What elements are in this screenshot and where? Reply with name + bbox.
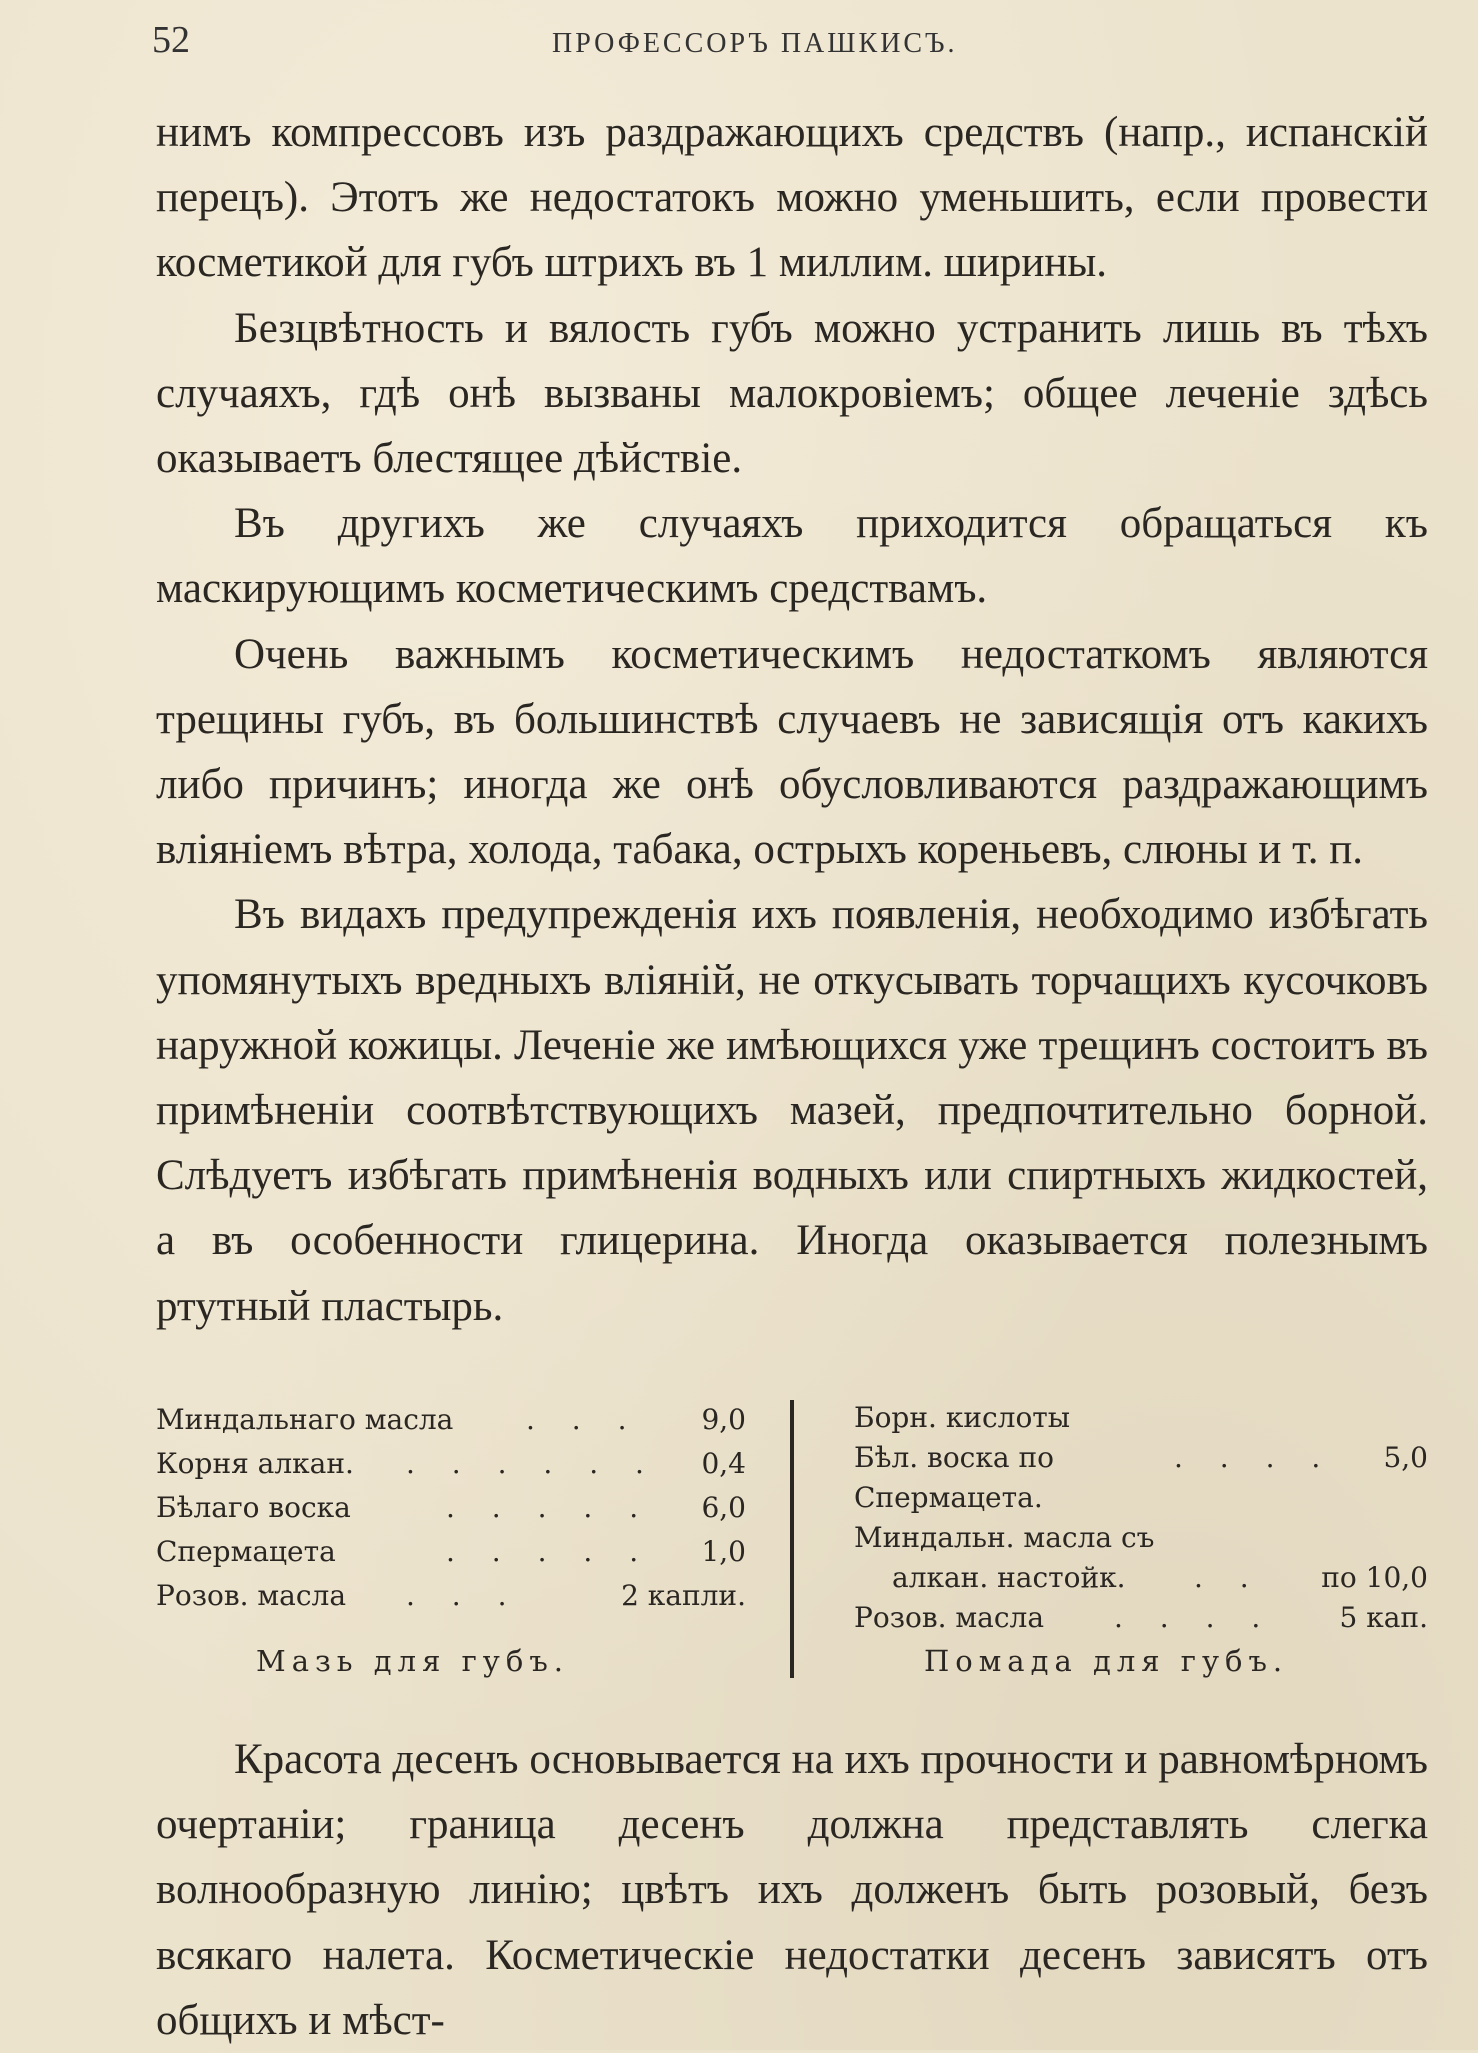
ingredient-name: Розов. масла <box>156 1579 347 1612</box>
paragraph-continuation: нимъ компрессовъ изъ раздражающихъ средствъ (напр., испанскій перецъ). Этотъ же недостатокъ можно уменьшить, если провести косметикой для губъ штрихъ въ 1 миллим. ширины. <box>156 109 1428 287</box>
recipe-line <box>156 1574 746 1618</box>
running-head: ПРОФЕССОРЪ ПАШКИСЪ. <box>552 28 958 59</box>
leader-dots: . . . . <box>1114 1601 1275 1634</box>
leader-dots: . . . . . <box>446 1491 653 1524</box>
ingredient-name: Корня алкан. <box>156 1447 354 1480</box>
paragraph: Въ видахъ предупрежденія ихъ появленія, необходимо избѣгать упомянутыхъ вредныхъ вліяній, не откусывать торчащихъ кусочковъ наружной кожицы. Леченіе же имѣющихся уже трещинъ состоитъ въ примѣненіи соотвѣтствующихъ мазей, предпочтительно борной. Слѣдуетъ избѣгать примѣненія водныхъ или спиртныхъ жидкостей, а въ особенности глицерина. Иногда оказывается полезнымъ ртутный пластырь. <box>156 891 1428 1330</box>
recipe-line <box>854 1598 1428 1638</box>
leader-dots: . . . . . <box>446 1535 653 1568</box>
recipe-title: Помада для губъ. <box>924 1644 1289 1678</box>
recipe-lip-ointment <box>156 1398 746 1678</box>
ingredient-name: Миндальнаго масла <box>156 1403 454 1436</box>
ingredient-name: Бѣлаго воска <box>156 1491 351 1524</box>
leader-dots: . . . . . . <box>406 1447 658 1480</box>
leader-dots: . . . <box>526 1403 641 1436</box>
ingredient-name: Борн. кислоты <box>854 1401 1071 1434</box>
column-divider <box>790 1400 794 1678</box>
paragraph: Безцвѣтность и вялость губъ можно устранить лишь въ тѣхъ случаяхъ, гдѣ онѣ вызваны малокровіемъ; общее леченіе здѣсь оказываетъ блестящее дѣйствіе. <box>156 304 1428 483</box>
ingredient-quantity: 0,4 <box>701 1447 746 1480</box>
paragraph: Очень важнымъ косметическимъ недостаткомъ являются трещины губъ, въ большинствѣ случаевъ не зависящія отъ какихъ либо причинъ; иногда же онѣ обусловливаются раздражающимъ вліяніемъ вѣтра, холода, табака, острыхъ кореньевъ, слюны и т. п. <box>156 630 1428 874</box>
ingredient-name: Миндальн. масла съ <box>854 1521 1155 1554</box>
ingredient-quantity: по 10,0 <box>1321 1561 1428 1594</box>
recipe-line <box>156 1486 746 1530</box>
paragraph: Въ другихъ же случаяхъ приходится обращаться къ маскирующимъ косметическимъ средствамъ. <box>156 500 1428 613</box>
main-text <box>156 100 1428 1339</box>
recipe-line <box>156 1398 746 1442</box>
ingredient-quantity: 9,0 <box>701 1403 746 1436</box>
recipe-line <box>854 1398 1428 1438</box>
ingredient-name: Спермацета. <box>854 1481 1043 1514</box>
ingredient-quantity: 5 кап. <box>1339 1601 1428 1634</box>
ingredient-quantity: 6,0 <box>701 1491 746 1524</box>
recipe-line <box>854 1558 1428 1598</box>
closing-text <box>156 1727 1428 2053</box>
recipe-line <box>854 1478 1428 1518</box>
ingredient-name: Бѣл. воска по <box>854 1441 1054 1474</box>
leader-dots: . . <box>1194 1561 1263 1594</box>
recipe-line <box>156 1530 746 1574</box>
recipe-lip-pomade <box>854 1398 1428 1678</box>
recipe-line <box>854 1518 1428 1558</box>
page-header <box>152 18 1432 68</box>
recipe-line <box>854 1438 1428 1478</box>
page-number: 52 <box>152 19 190 61</box>
recipes-block <box>156 1398 1428 1688</box>
ingredient-quantity: 2 капли. <box>621 1579 746 1612</box>
ingredient-name: Спермацета <box>156 1535 336 1568</box>
ingredient-name: Розов. масла <box>854 1601 1045 1634</box>
ingredient-quantity: 5,0 <box>1383 1441 1428 1474</box>
ingredient-name: алкан. настойк. <box>892 1561 1126 1594</box>
paragraph: Красота десенъ основывается на ихъ прочности и равномѣрномъ очертаніи; граница десенъ должна представлять слегка волнообразную линію; цвѣтъ ихъ долженъ быть розовый, безъ всякаго налета. Косметическіе недостатки десенъ зависятъ отъ общихъ и мѣст- <box>156 1736 1428 2044</box>
recipe-line <box>156 1442 746 1486</box>
leader-dots: . . . <box>406 1579 521 1612</box>
recipe-title: Мазь для губъ. <box>256 1644 569 1678</box>
leader-dots: . . . . <box>1174 1441 1335 1474</box>
ingredient-quantity: 1,0 <box>701 1535 746 1568</box>
